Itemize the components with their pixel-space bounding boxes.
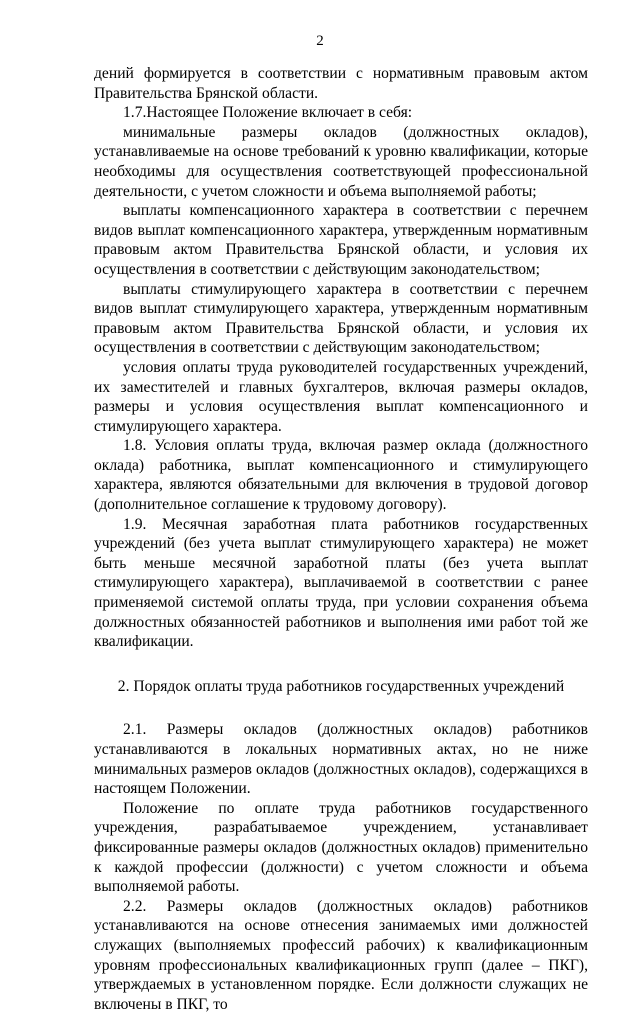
- document-body: [94, 64, 588, 1014]
- list-item-min-salaries: минимальные размеры окладов (должностных окладов), устанавливаемые на основе требований к уровню квалификации, которые необходимы для осуществления соответствующей профессиональной деятельности, с учетом сложности и объема выполняемой работы;: [94, 123, 588, 200]
- paragraph-1-7: 1.7.Настоящее Положение включает в себя:: [123, 104, 413, 122]
- paragraph-1-8: 1.8. Условия оплаты труда, включая размер оклада (должностного оклада) работника, выплат компенсационного и стимулирующего характера, являются обязательными для включения в трудовой договор (дополнительное соглашение к трудовому договору).: [94, 437, 588, 514]
- page-number: 2: [316, 33, 324, 49]
- list-item-management-pay: условия оплаты труда руководителей государственных учреждений, их заместителей и главных бухгалтеров, включая размеры окладов, размеры и условия осуществления выплат компенсационного и стимулирующего характера.: [94, 358, 588, 435]
- paragraph-1-9: 1.9. Месячная заработная плата работников государственных учреждений (без учета выплат стимулирующего характера) не может быть меньше месячной заработной платы (без учета выплат стимулирующего характера), выплачиваемой в соответствии с ранее применяемой системой оплаты труда, при условии сохранения объема должностных обязанностей работников и выполнения ими работ той же квалификации.: [94, 515, 588, 651]
- list-item-incentive-payments: выплаты стимулирующего характера в соответствии с перечнем видов выплат стимулирующего характера, утвержденным нормативным правовым актом Правительства Брянской области, и условия их осуществления в соответствии с действующим законодательством;: [94, 280, 588, 357]
- paragraph-2-1: 2.1. Размеры окладов (должностных окладов) работников устанавливаются в локальных нормативных актах, но не ниже минимальных размеров окладов (должностных окладов), содержащихся в настоящем Положении.: [94, 721, 588, 798]
- section-heading: 2. Порядок оплаты труда работников государственных учреждений: [117, 677, 565, 695]
- list-item-compensation-payments: выплаты компенсационного характера в соответствии с перечнем видов выплат компенсационного характера, утвержденным нормативным правовым актом Правительства Брянской области, и условия их осуществления в соответствии с действующим законодательством;: [94, 202, 588, 278]
- paragraph-2-2: 2.2. Размеры окладов (должностных окладов) работников устанавливаются на основе отнесения занимаемых ими должностей служащих (выполняемых профессий рабочих) к квалификационным уровням профессиональных квалификационных групп (далее – ПКГ), утверждаемых в установленном порядке. Если должности служащих не включены в ПКГ, то: [94, 897, 588, 1013]
- paragraph-pay-regulation: Положение по оплате труда работников государственного учреждения, разрабатываемое учреждением, устанавливает фиксированные размеры окладов (должностных окладов) применительно к каждой профессии (должности) с учетом сложности и объема выполняемой работы.: [94, 799, 588, 896]
- paragraph-continuation: дений формируется в соответствии с нормативным правовым актом Правительства Брянской области.: [94, 65, 588, 102]
